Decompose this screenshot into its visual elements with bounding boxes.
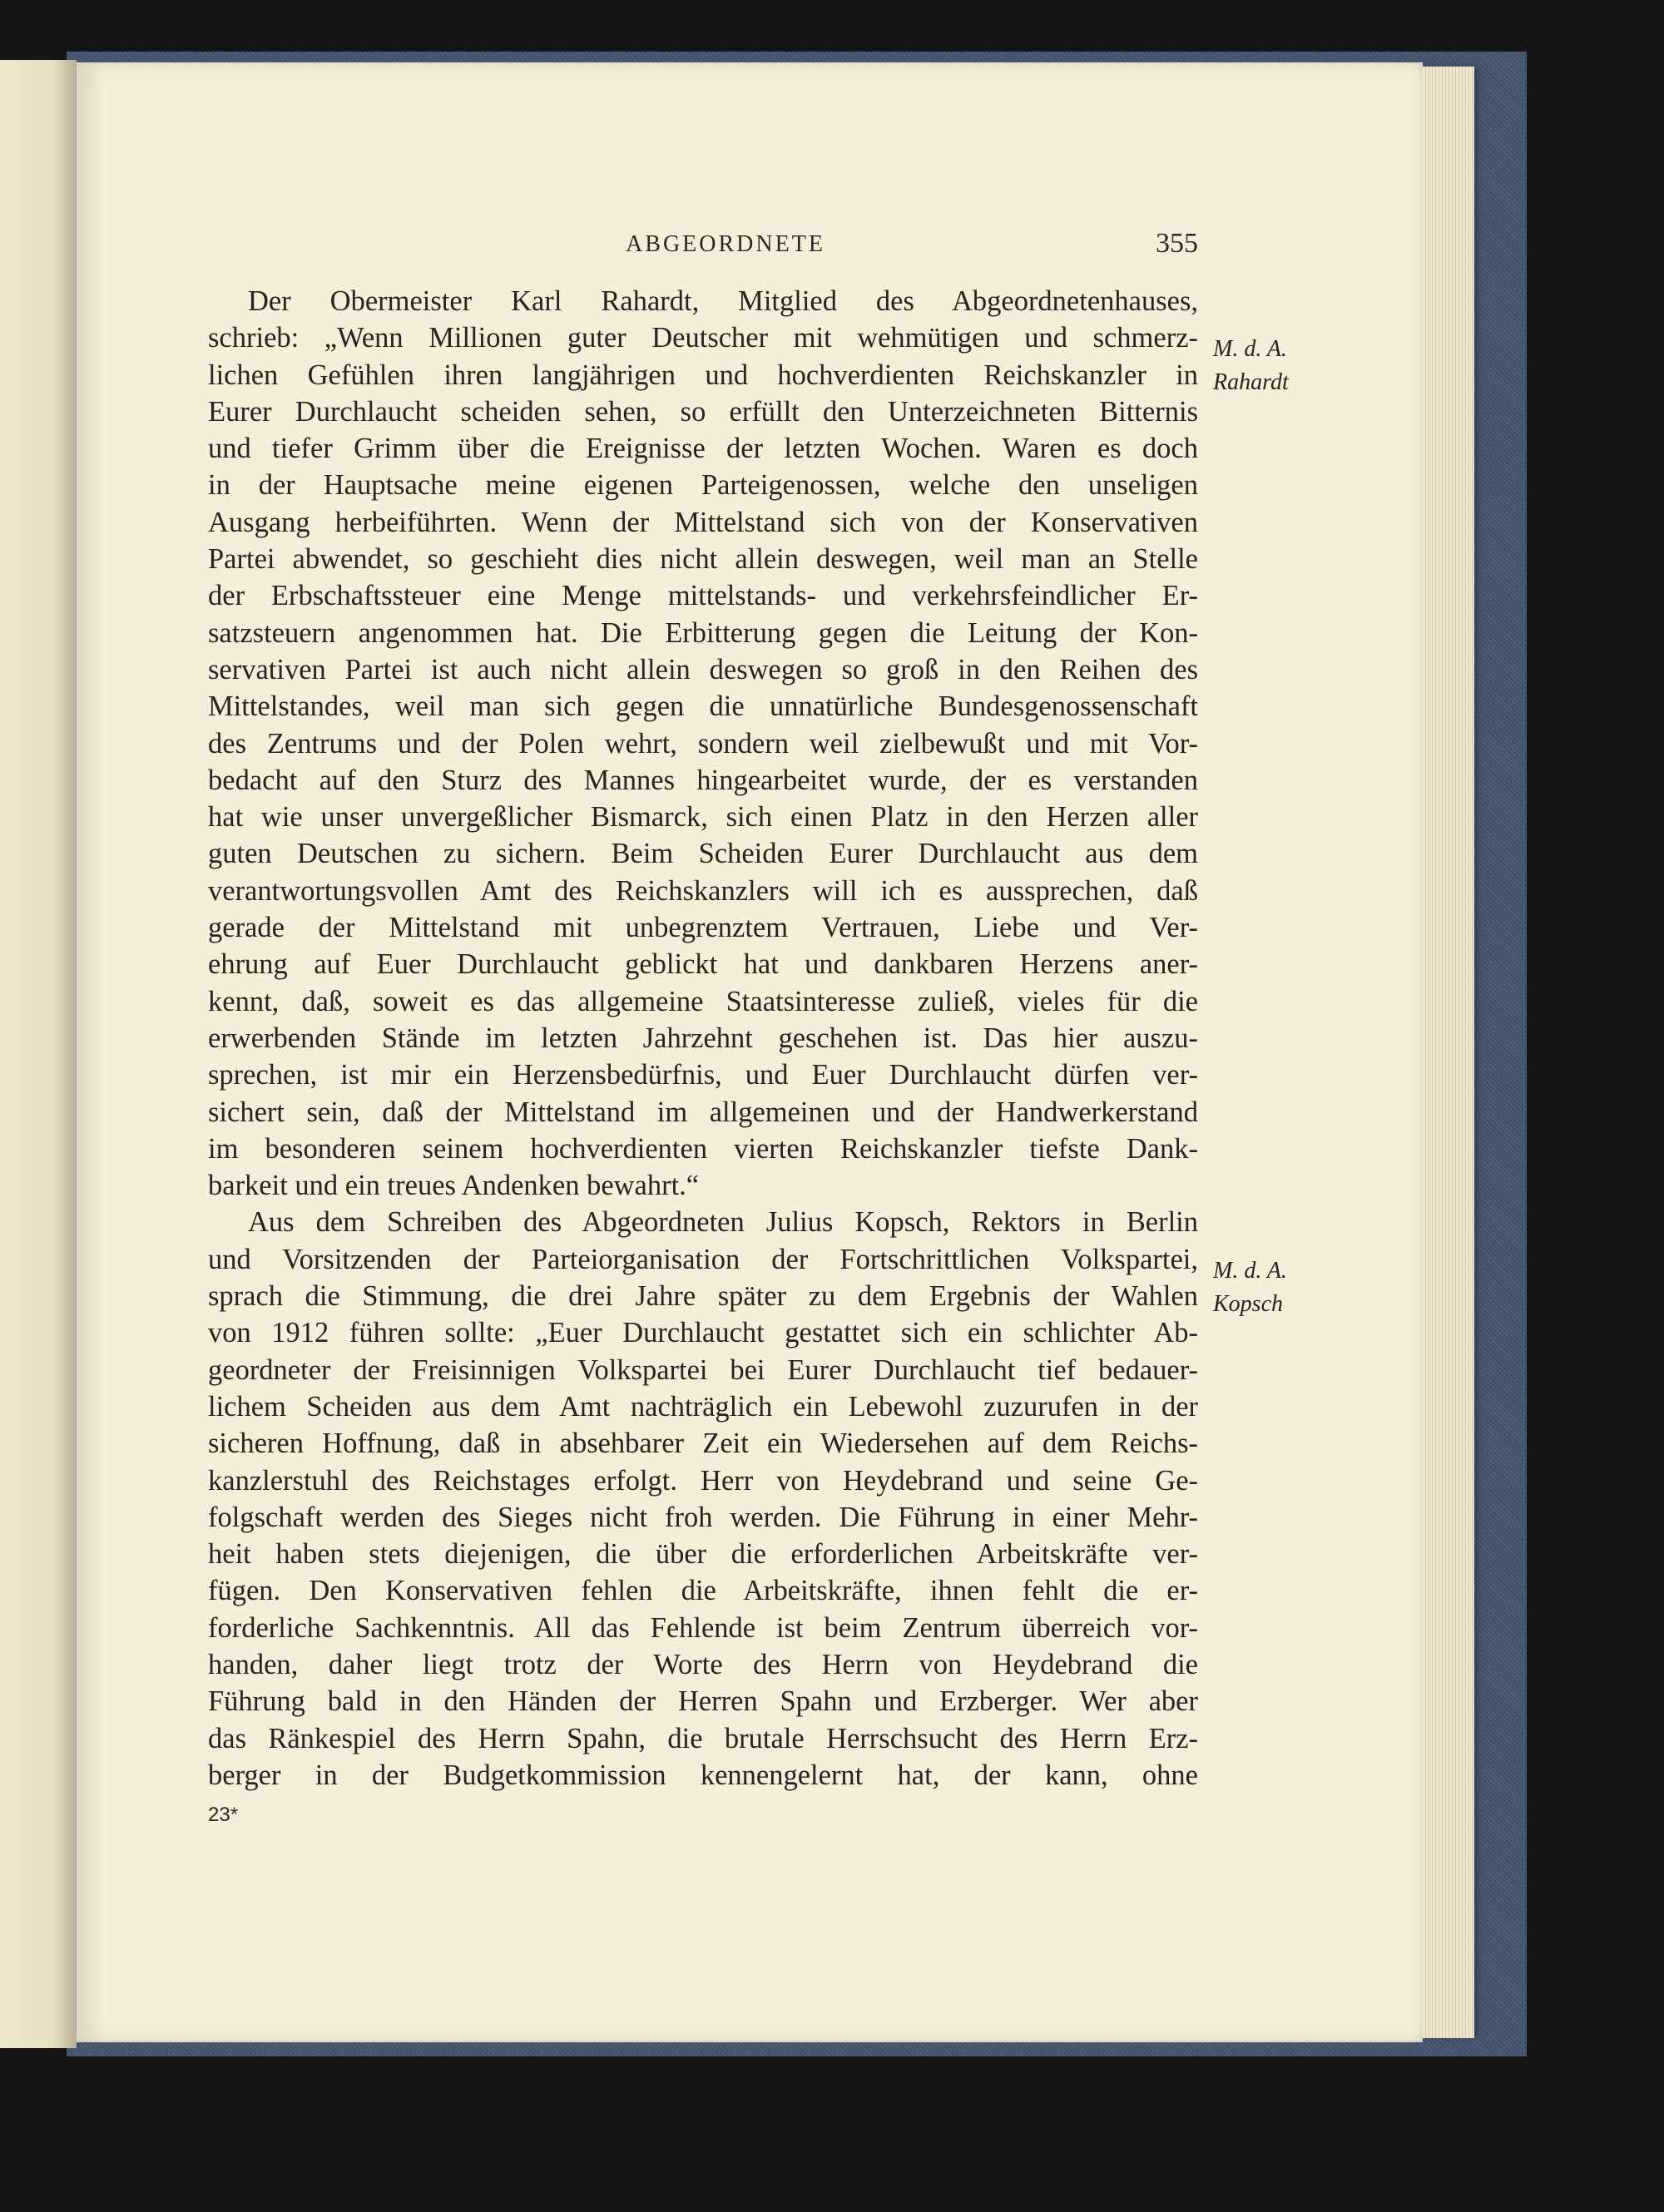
running-head <box>208 228 1198 273</box>
signature-mark: 23* <box>208 1804 239 1826</box>
body-text <box>208 283 1198 1794</box>
text-line: Partei abwendet, so geschieht dies nicht allein deswegen, weil man an Stelle <box>208 543 1198 576</box>
margin-note-name: Kopsch <box>1213 1291 1283 1317</box>
text-line: und Vorsitzenden der Parteiorganisation der Fortschrittlichen Volkspartei, <box>208 1243 1198 1275</box>
page-number: 355 <box>1156 228 1198 259</box>
text-line: barkeit und ein treues Andenken bewahrt.“ <box>208 1170 700 1202</box>
text-line: erwerbenden Stände im letzten Jahrzehnt geschehen ist. Das hier auszu- <box>208 1022 1198 1054</box>
text-line: und tiefer Grimm über die Ereignisse der letzten Wochen. Waren es doch <box>208 433 1198 465</box>
margin-note-abbrev: M. d. A. <box>1213 1258 1287 1284</box>
text-line: Eurer Durchlaucht scheiden sehen, so erfüllt den Unterzeichneten Bitternis <box>208 395 1198 428</box>
running-title: ABGEORDNETE <box>626 231 825 257</box>
text-line: im besonderen seinem hochverdienten vierten Reichskanzler tiefste Dank- <box>208 1132 1198 1165</box>
text-line: in der Hauptsache meine eigenen Parteigenossen, welche den unseligen <box>208 469 1198 502</box>
text-line: geordneter der Freisinnigen Volkspartei bei Eurer Durchlaucht tief bedauer- <box>208 1353 1198 1386</box>
text-line: schrieb: „Wenn Millionen guter Deutscher mit wehmütigen und schmerz- <box>208 322 1198 354</box>
text-line: sprach die Stimmung, die drei Jahre später zu dem Ergebnis der Wahlen <box>208 1280 1198 1313</box>
text-line: ehrung auf Euer Durchlaucht geblickt hat und dankbaren Herzens aner- <box>208 948 1198 981</box>
text-line: guten Deutschen zu sichern. Beim Scheiden Eurer Durchlaucht aus dem <box>208 838 1198 870</box>
text-line: fügen. Den Konservativen fehlen die Arbeitskräfte, ihnen fehlt die er- <box>208 1575 1198 1607</box>
text-line: satzsteuern angenommen hat. Die Erbitterung gegen die Leitung der Kon- <box>208 616 1198 649</box>
text-line: hat wie unser unvergeßlicher Bismarck, sich einen Platz in den Herzen aller <box>208 801 1198 834</box>
margin-note-kopsch <box>1213 1254 1330 1321</box>
text-line: lichen Gefühlen ihren langjährigen und hochverdienten Reichskanzler in <box>208 359 1198 391</box>
text-line: der Erbschaftssteuer eine Menge mittelstands- und verkehrsfeindlicher Er- <box>208 580 1198 612</box>
text-line: verantwortungsvollen Amt des Reichskanzlers will ich es aussprechen, daß <box>208 874 1198 907</box>
text-line: Mittelstandes, weil man sich gegen die unnatürliche Bundesgenossenschaft <box>208 690 1198 723</box>
text-line: Führung bald in den Händen der Herren Spahn und Erzberger. Wer aber <box>208 1685 1198 1718</box>
text-line: das Ränkespiel des Herrn Spahn, die brutale Herrschsucht des Herrn Erz- <box>208 1722 1198 1754</box>
page-block-edges <box>1423 67 1474 2038</box>
text-line: folgschaft werden des Sieges nicht froh werden. Die Führung in einer Mehr- <box>208 1501 1198 1533</box>
margin-note-name: Rahardt <box>1213 369 1289 395</box>
facing-page-edge <box>0 60 77 2048</box>
text-line: des Zentrums und der Polen wehrt, sondern weil zielbewußt und mit Vor- <box>208 727 1198 760</box>
text-line: kennt, daß, soweit es das allgemeine Staatsinteresse zuließ, vieles für die <box>208 985 1198 1017</box>
text-line: Ausgang herbeiführten. Wenn der Mittelstand sich von der Konservativen <box>208 506 1198 538</box>
margin-note-abbrev: M. d. A. <box>1213 336 1287 362</box>
text-line: sichert sein, daß der Mittelstand im allgemeinen und der Handwerkerstand <box>208 1096 1198 1128</box>
text-line: servativen Partei ist auch nicht allein deswegen so groß in den Reihen des <box>208 653 1198 685</box>
text-line: kanzlerstuhl des Reichstages erfolgt. Herr von Heydebrand und seine Ge- <box>208 1464 1198 1497</box>
text-line: forderliche Sachkenntnis. All das Fehlende ist beim Zentrum überreich vor- <box>208 1611 1198 1644</box>
text-line: berger in der Budgetkommission kennengelernt hat, der kann, ohne <box>208 1759 1198 1791</box>
text-line: lichem Scheiden aus dem Amt nachträglich ein Lebewohl zuzurufen in der <box>208 1390 1198 1423</box>
text-line: Der Obermeister Karl Rahardt, Mitglied des Abgeordnetenhauses, <box>248 285 1198 317</box>
text-line: Aus dem Schreiben des Abgeordneten Julius Kopsch, Rektors in Berlin <box>248 1206 1198 1239</box>
margin-note-rahardt <box>1213 333 1330 399</box>
text-line: sprechen, ist mir ein Herzensbedürfnis, und Euer Durchlaucht dürfen ver- <box>208 1059 1198 1091</box>
text-line: von 1912 führen sollte: „Euer Durchlaucht gestattet sich ein schlichter Ab- <box>208 1317 1198 1349</box>
text-line: bedacht auf den Sturz des Mannes hingearbeitet wurde, der es verstanden <box>208 764 1198 796</box>
text-line: heit haben stets diejenigen, die über die erforderlichen Arbeitskräfte ver- <box>208 1538 1198 1571</box>
text-line: sicheren Hoffnung, daß in absehbarer Zeit ein Wiedersehen auf dem Reichs- <box>208 1428 1198 1460</box>
text-line: handen, daher liegt trotz der Worte des Herrn von Heydebrand die <box>208 1648 1198 1680</box>
text-line: gerade der Mittelstand mit unbegrenztem Vertrauen, Liebe und Ver- <box>208 912 1198 944</box>
